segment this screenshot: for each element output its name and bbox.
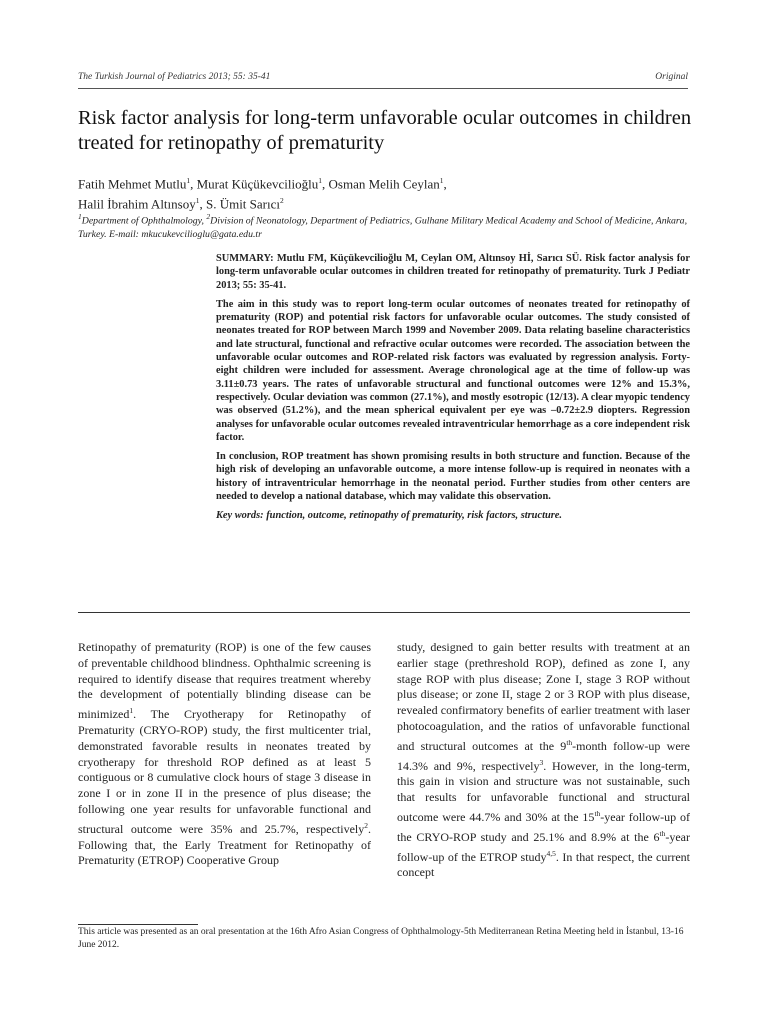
affiliation-1: Department of Ophthalmology, — [81, 215, 204, 227]
header-divider — [78, 88, 688, 89]
author-affil-marker: 2 — [280, 196, 284, 206]
keywords: Key words: function, outcome, retinopathy of prematurity, risk factors, structure. — [216, 510, 562, 522]
affiliation-2: Division of Neonatology, Department of Pediatrics, Gulhane Military Medical Academy and School of Medicine, Ankara, Turkey. E-mail: mkucukevcilioglu@gata.edu.tr — [78, 215, 688, 240]
author-name: Osman Melih Ceylan — [328, 176, 440, 192]
reference-marker: 3 — [539, 757, 544, 767]
author-name: S. Ümit Sarıcı — [205, 196, 280, 212]
author-affil-marker: 1 — [439, 176, 444, 185]
body-text: -year follow-up of the ETROP study — [397, 829, 690, 864]
affil-marker: 1 — [78, 212, 82, 221]
body-text: -year follow-up of the CRYO-ROP study and 25.1% and 8.9% at the 6 — [397, 809, 691, 844]
author-affil-marker: 1 — [186, 176, 191, 185]
article-type: Original — [655, 72, 688, 82]
affiliations — [78, 210, 698, 241]
ordinal-suffix: th — [659, 828, 666, 838]
abstract — [216, 252, 690, 529]
author-affil-marker: 1 — [318, 176, 323, 185]
abstract-conclusion: In conclusion, ROP treatment has shown promising results in both structure and function. Because of the high risk of developing an unfavorable outcome, a more intense follow-up is required in neonates with a history of intraventricular hemorrhage in the neonatal period. Further studies from other centers are needed to develop a national database, which may validate this observation. — [216, 451, 690, 503]
reference-marker: 4,5 — [546, 848, 556, 858]
journal-citation: The Turkish Journal of Pediatrics 2013; 55: 35-41 — [78, 72, 271, 82]
body-column-left — [78, 640, 371, 869]
body-text: . The Cryotherapy for Retinopathy of Prematurity (CRYO-ROP) study, the first multicenter trial, demonstrated favorable results in neonates treated by cryotherapy for threshold ROP defined as at least 5 contiguous or 8 cumulative clock hours of stage 3 disease in zone I or in zone II in the presence of plus disease; the following one year results for unfavorable functional and structural outcome were 35% and 25.7%, respectively — [78, 707, 371, 836]
author-list: Fatih Mehmet Mutlu$^1$, Murat Küçükevcilioğlu$^1$, Osman Melih Ceylan$^1$, Halil İbrahim Altınsoy$^1$, S. Ümit Sarıcı$^2$ — [78, 176, 447, 212]
abstract-body: The aim in this study was to report long-term ocular outcomes of neonates treated for retinopathy of prematurity (ROP) and potential risk factors for unfavorable ocular outcomes. The study consisted of neonates treated for ROP between March 1999 and November 2009. Data relating baseline characteristics and late structural, functional and refractive ocular outcomes were recorded. The association between the unfavorable ocular outcomes and ROP-related risk factors was evaluated by regression analysis. Forty-eight children were included for assessment. Average chronological age at the time of follow-up was 3.11±0.73 years. The rates of unfavorable structural and functional outcomes were 12% and 15.3%, respectively. Ocular deviation was common (27.1%), and mostly esotropic (12/13). A clear myopic tendency was observed (51.2%), and the mean spherical equivalent per eye was –0.72±2.9 diopters. Regression analyses for unfavorable ocular outcomes revealed intraventricular hemorrhage as a core independent risk factor. — [216, 298, 690, 443]
reference-marker: 2 — [364, 820, 368, 830]
abstract-divider — [78, 612, 690, 613]
abstract-summary: SUMMARY: Mutlu FM, Küçükevcilioğlu M, Ceylan OM, Altınsoy Hİ, Sarıcı SÜ. Risk factor analysis for long-term unfavorable ocular outcomes in children treated for retinopathy of prematurity. Turk J Pediatr 2013; 55: 35-41. — [216, 253, 690, 291]
author-name: Halil İbrahim Altınsoy — [78, 196, 196, 212]
author-affil-marker: 1 — [195, 196, 200, 206]
affil-marker: 2 — [206, 212, 211, 221]
running-header — [78, 72, 688, 86]
body-text: Retinopathy of prematurity (ROP) is one of the few causes of preventable childhood blindness. Ophthalmic screening is required to identify disease that requires treatment whereby the development of potentially blinding disease can be minimized — [78, 640, 371, 722]
article-title: Risk factor analysis for long-term unfavorable ocular outcomes in children treated for retinopathy of prematurity — [78, 107, 692, 154]
body-text: . In that respect, the current concept — [397, 849, 690, 880]
body-text: study, designed to gain better results with treatment at an earlier stage (prethreshold ROP), defined as zone I, any stage ROP with plus disease; Zone I, stage 3 ROP without plus disease; or zone II, stage 2 or 3 ROP with plus disease, revealed confirmatory benefits of earlier treatment with laser photocoagulation, and the ratios of unfavorable functional and structural outcomes at the 9 — [397, 640, 690, 753]
reference-marker: 1 — [129, 706, 134, 716]
author-name: Fatih Mehmet Mutlu — [78, 176, 187, 192]
ordinal-suffix: th — [566, 737, 573, 747]
body-column-right — [397, 640, 690, 881]
body-text: . Following that, the Early Treatment for Retinopathy of Prematurity (ETROP) Cooperative Group — [78, 821, 371, 868]
footnote-divider — [78, 924, 198, 925]
author-name: Murat Küçükevcilioğlu — [196, 176, 319, 192]
body-text: . However, in the long-term, this gain in vision and structure was not sustainable, such that results for unfavorable functional and structural outcome were 44.7% and 30% at the 15 — [397, 758, 690, 824]
ordinal-suffix: th — [594, 808, 601, 818]
footnote: This article was presented as an oral presentation at the 16th Afro Asian Congress of Ophthalmology-5th Mediterranean Retina Meeting held in İstanbul, 13-16 June 2012. — [78, 927, 684, 950]
body-text: -month follow-up were 14.3% and 9%, respectively — [397, 738, 691, 773]
